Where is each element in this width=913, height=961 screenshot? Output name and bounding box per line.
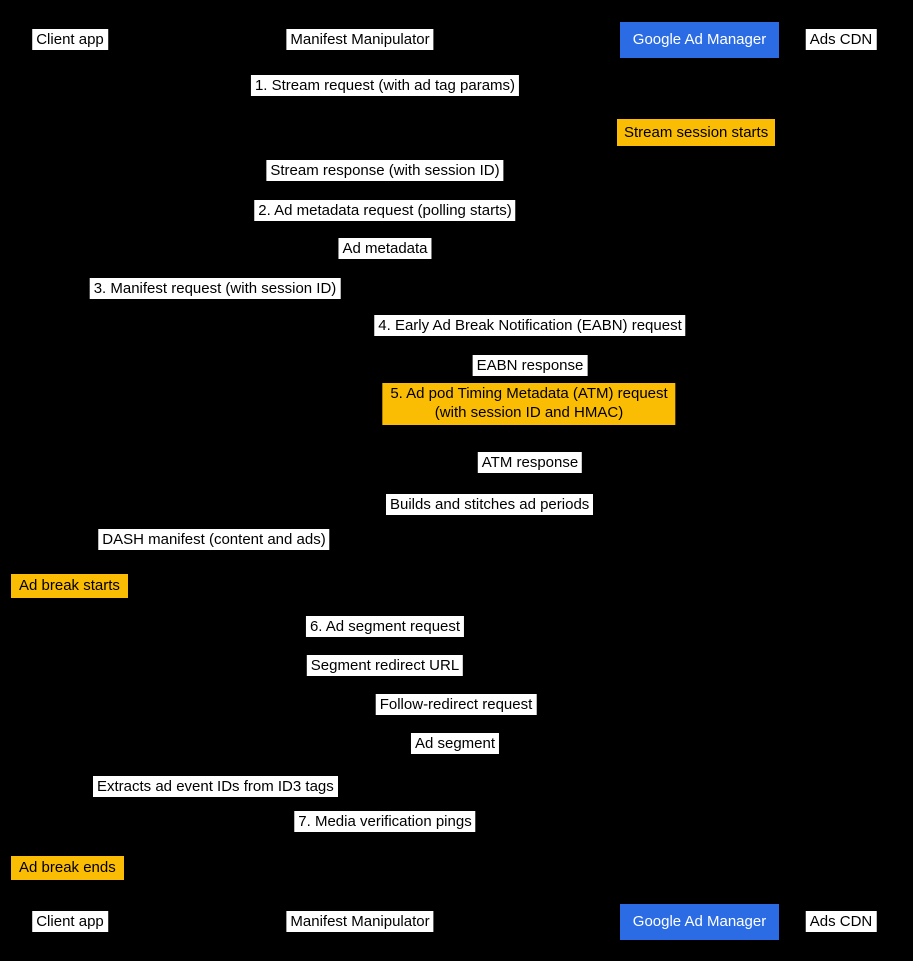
participant-google-ad-manager-bottom: Google Ad Manager [620, 904, 779, 940]
note-ad-break-starts: Ad break starts [11, 574, 128, 598]
note-atm-request-line1: 5. Ad pod Timing Metadata (ATM) request [390, 385, 668, 402]
participant-manifest-manipulator-bottom: Manifest Manipulator [286, 911, 433, 932]
message-ad-metadata-request: 2. Ad metadata request (polling starts) [254, 200, 515, 221]
message-follow-redirect-request: Follow-redirect request [376, 694, 537, 715]
note-stream-session-starts: Stream session starts [617, 119, 775, 146]
message-atm-response: ATM response [478, 452, 582, 473]
message-segment-redirect-url: Segment redirect URL [307, 655, 463, 676]
note-ad-break-ends: Ad break ends [11, 856, 124, 880]
message-eabn-request: 4. Early Ad Break Notification (EABN) request [374, 315, 685, 336]
participant-manifest-manipulator-top: Manifest Manipulator [286, 29, 433, 50]
participant-ads-cdn-top: Ads CDN [806, 29, 877, 50]
message-ad-segment: Ad segment [411, 733, 499, 754]
message-ad-segment-request: 6. Ad segment request [306, 616, 464, 637]
participant-client-app-top: Client app [32, 29, 108, 50]
message-builds-stitches-ad-periods: Builds and stitches ad periods [386, 494, 593, 515]
message-stream-response: Stream response (with session ID) [266, 160, 503, 181]
note-atm-request [382, 383, 675, 425]
message-manifest-request: 3. Manifest request (with session ID) [90, 278, 341, 299]
message-eabn-response: EABN response [473, 355, 588, 376]
participant-client-app-bottom: Client app [32, 911, 108, 932]
message-extracts-id3-tags: Extracts ad event IDs from ID3 tags [93, 776, 338, 797]
participant-ads-cdn-bottom: Ads CDN [806, 911, 877, 932]
message-dash-manifest: DASH manifest (content and ads) [98, 529, 329, 550]
message-stream-request: 1. Stream request (with ad tag params) [251, 75, 519, 96]
participant-google-ad-manager-top: Google Ad Manager [620, 22, 779, 58]
message-ad-metadata: Ad metadata [338, 238, 431, 259]
message-media-verification-pings: 7. Media verification pings [294, 811, 475, 832]
note-atm-request-line2: (with session ID and HMAC) [434, 403, 624, 421]
